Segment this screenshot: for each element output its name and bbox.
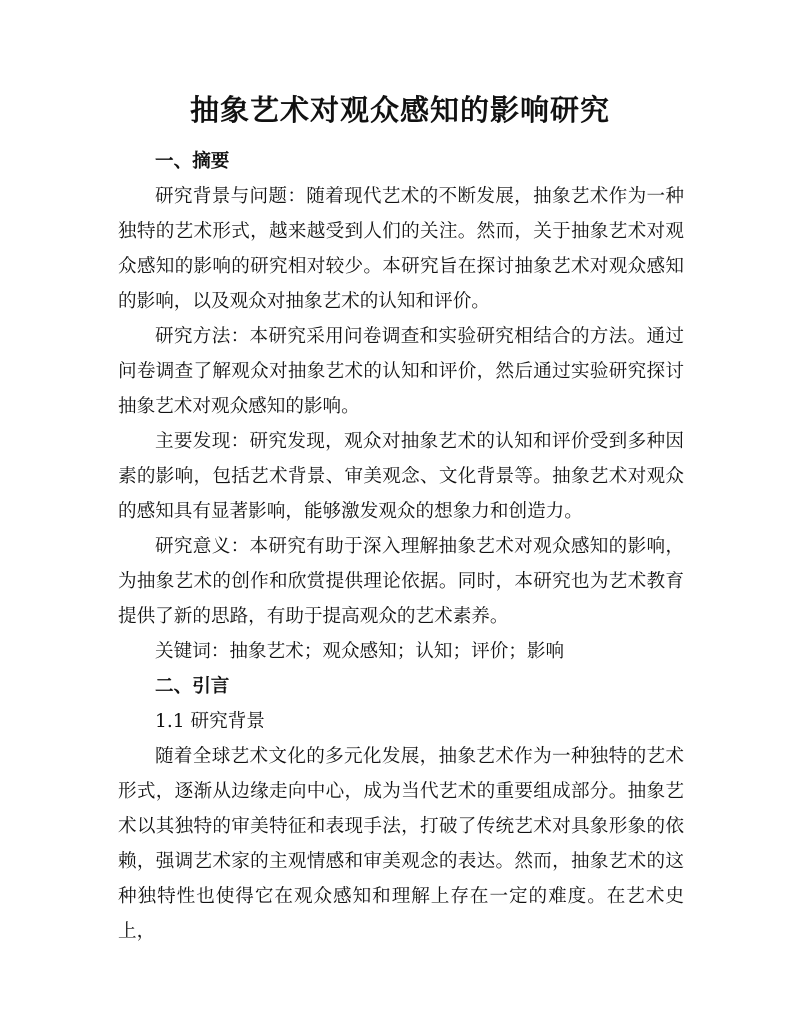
subsection-heading-background: 1.1 研究背景 xyxy=(155,711,265,732)
section-heading-abstract: 一、摘要 xyxy=(155,151,230,172)
abstract-findings-paragraph: 主要发现：研究发现，观众对抽象艺术的认知和评价受到多种因素的影响，包括艺术背景、审美观念、文化背景等。抽象艺术对观众的感知具有显著影响，能够激发观众的想象力和创造力。 xyxy=(118,431,684,522)
abstract-background-paragraph: 研究背景与问题：随着现代艺术的不断发展，抽象艺术作为一种独特的艺术形式，越来越受到人们的关注。然而，关于抽象艺术对观众感知的影响的研究相对较少。本研究旨在探讨抽象艺术对观众感知的影响，以及观众对抽象艺术的认知和评价。 xyxy=(118,186,684,312)
abstract-significance-paragraph: 研究意义：本研究有助于深入理解抽象艺术对观众感知的影响，为抽象艺术的创作和欣赏提供理论依据。同时，本研究也为艺术教育提供了新的思路，有助于提高观众的艺术素养。 xyxy=(118,536,684,627)
abstract-method-paragraph: 研究方法：本研究采用问卷调查和实验研究相结合的方法。通过问卷调查了解观众对抽象艺术的认知和评价，然后通过实验研究探讨抽象艺术对观众感知的影响。 xyxy=(118,326,684,417)
section-heading-introduction: 二、引言 xyxy=(155,676,230,697)
document-body xyxy=(118,144,684,949)
introduction-paragraph: 随着全球艺术文化的多元化发展，抽象艺术作为一种独特的艺术形式，逐渐从边缘走向中心，成为当代艺术的重要组成部分。抽象艺术以其独特的审美特征和表现手法，打破了传统艺术对具象形象的依赖，强调艺术家的主观情感和审美观念的表达。然而，抽象艺术的这种独特性也使得它在观众感知和理解上存在一定的难度。在艺术史上， xyxy=(118,746,684,942)
abstract-keywords: 关键词：抽象艺术；观众感知；认知；评价；影响 xyxy=(155,641,565,662)
document-title: 抽象艺术对观众感知的影响研究 xyxy=(189,93,610,127)
